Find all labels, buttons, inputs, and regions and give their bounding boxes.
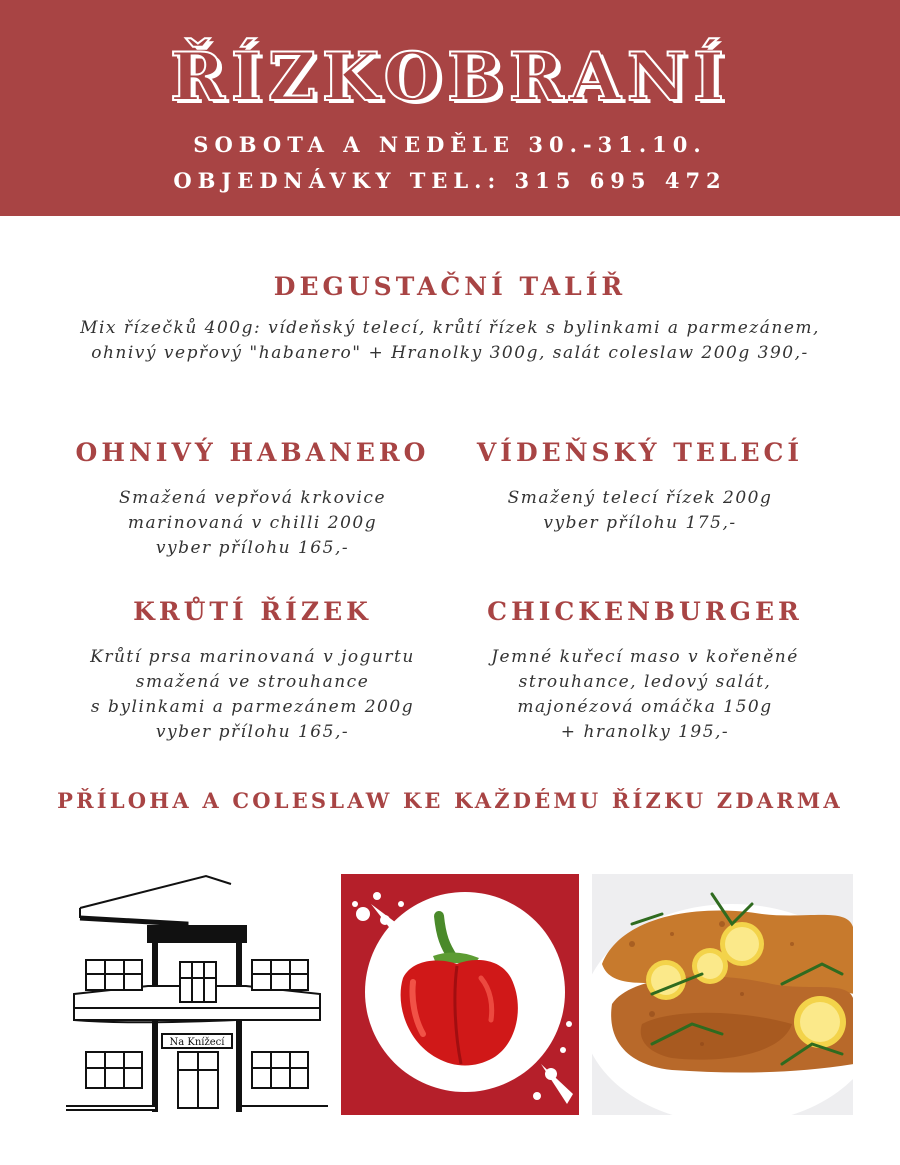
item-title-viennese: VÍDEŇSKÝ TELECÍ <box>476 438 804 467</box>
free-side-note: PŘÍLOHA A COLESLAW KE KAŽDÉMU ŘÍZKU ZDARMA <box>57 788 843 813</box>
item-desc-turkey: Krůtí prsa marinovaná v jogurtu smažená ve strouhance s bylinkami a parmezánem 200g vyber přílohu 165,- <box>90 647 415 742</box>
item-title-chickenburger: CHICKENBURGER <box>487 597 803 626</box>
event-title: ŘÍZKOBRANÍ <box>169 38 731 116</box>
tasting-plate-description: Mix řízečků 400g: vídeňský telecí, krůtí řízek s bylinkami a parmezánem, ohnivý vepřový "habanero" + Hranolky 300g, salát coleslaw 200g 390,- <box>80 318 820 363</box>
item-title-habanero: OHNIVÝ HABANERO <box>75 438 430 467</box>
building-illustration <box>66 874 328 1115</box>
pepper-photo <box>341 874 579 1115</box>
header-banner <box>0 0 900 216</box>
schnitzel-photo <box>592 874 853 1115</box>
item-desc-chickenburger: Jemné kuřecí maso v kořeněné strouhance, ledový salát, majonézová omáčka 150g + hranolky 195,- <box>491 647 799 742</box>
order-phone: OBJEDNÁVKY TEL.: 315 695 472 <box>173 168 727 193</box>
building-sign-text: Na Knížecí <box>169 1037 225 1048</box>
item-desc-viennese: Smažený telecí řízek 200g vyber přílohu 175,- <box>507 488 773 533</box>
item-desc-habanero: Smažená vepřová krkovice marinovaná v chilli 200g vyber přílohu 165,- <box>118 488 387 558</box>
event-dates: SOBOTA A NEDĚLE 30.-31.10. <box>193 132 707 157</box>
item-title-turkey: KRŮTÍ ŘÍZEK <box>133 597 372 626</box>
tasting-plate-title: DEGUSTAČNÍ TALÍŘ <box>273 272 627 301</box>
